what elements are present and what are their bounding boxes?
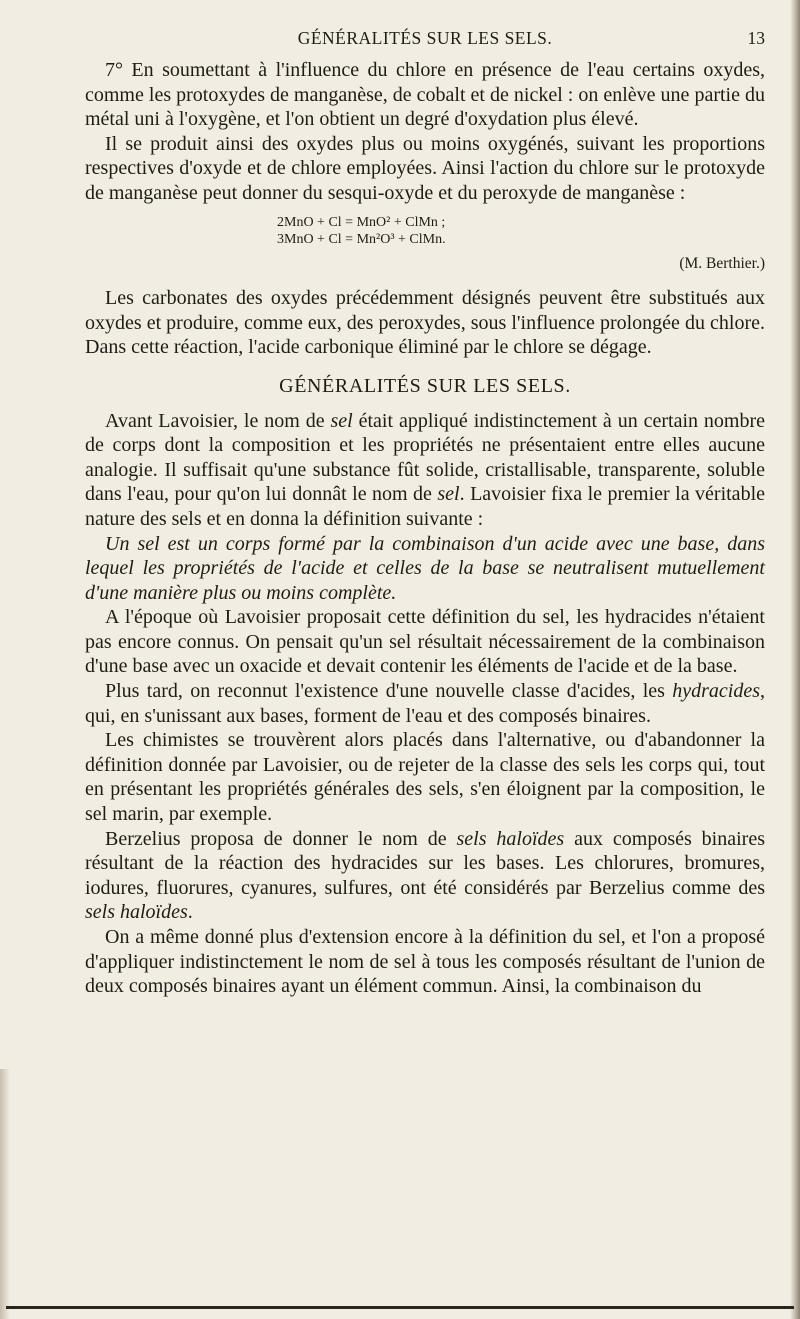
text-run: aux composés binaires résultant de la réaction des hydracides sur les bases. Les chlorures, bromures, iodures, fluorures, cyanures, sulfures, ont été considérés par Berzelius comme des <box>85 827 765 899</box>
page-edge-shadow-left <box>0 1069 10 1319</box>
text-run: , qui, en s'unissant aux bases, forment de l'eau et des composés binaires. <box>85 680 765 727</box>
formula: 3MnO + Cl = Mn²O³ + ClMn. <box>277 231 446 247</box>
page-edge-shadow <box>790 0 800 1319</box>
definition-italic: Un sel est un corps formé par la combinaison d'un acide avec une base, dans lequel les propriétés de l'acide et celles de la base se neutralisent mutuellement d'une manière plus ou moins complète. <box>85 532 765 604</box>
text-run: . Lavoisier fixa le premier la véritable nature des sels et en donna la définition suivante : <box>85 483 765 530</box>
page-number: 13 <box>747 28 765 48</box>
paragraph <box>85 827 765 925</box>
paragraph: Les chimistes se trouvèrent alors placés dans l'alternative, ou d'abandonner la définition donnée par Lavoisier, ou de rejeter de la classe des sels les corps qui, tout en présentant les propriétés générales des sels, s'en éloignent par la composition, le sel marin, par exemple. <box>85 729 765 826</box>
formula: 2MnO + Cl = MnO² + ClMn ; <box>277 214 446 230</box>
citation: (M. Berthier.) <box>679 254 765 272</box>
formula-block <box>277 214 765 248</box>
italic-term: sel <box>437 483 460 506</box>
text-run: Plus tard, on reconnut l'existence d'une nouvelle classe d'acides, les <box>105 680 673 703</box>
paragraph-7: 7° En soumettant à l'influence du chlore en présence de l'eau certains oxydes, comme les protoxydes de manganèse, de cobalt et de nickel : on enlève une partie du métal uni à l'oxygène, et l'on obtient un degré d'oxydation plus élevé. <box>85 59 765 131</box>
italic-term: sels haloïdes <box>456 827 565 850</box>
paragraph <box>85 409 765 532</box>
section-heading: GÉNÉRALITÉS SUR LES SELS. <box>279 374 571 397</box>
running-head <box>85 28 765 52</box>
italic-term: sel <box>330 409 353 432</box>
page-bottom-edge <box>6 1306 794 1309</box>
text-run: . <box>187 901 193 924</box>
paragraph: Il se produit ainsi des oxydes plus ou moins oxygénés, suivant les proportions respectives d'oxyde et de chlore employées. Ainsi l'action du chlore sur le protoxyde de manganèse peut donner du sesqui-oxyde et du peroxyde de manganèse : <box>85 132 765 204</box>
paragraph <box>85 679 765 728</box>
paragraph: On a même donné plus d'extension encore à la définition du sel, et l'on a proposé d'appliquer indistinctement le nom de sel à tous les composés résultant de l'union de deux composés binaires ayant un élément commun. Ainsi, la combinaison du <box>85 926 765 998</box>
italic-term: sels haloïdes <box>85 901 188 924</box>
paragraph: Les carbonates des oxydes précédemment désignés peuvent être substitués aux oxydes et produire, comme eux, des peroxydes, sous l'influence prolongée du chlore. Dans cette réaction, l'acide carbonique éliminé par le chlore se dégage. <box>85 287 765 359</box>
text-run: Avant Lavoisier, le nom de <box>105 409 331 432</box>
text-run: Berzelius proposa de donner le nom de <box>105 827 457 850</box>
paragraph: A l'époque où Lavoisier proposait cette définition du sel, les hydracides n'étaient pas encore connus. On pensait qu'un sel résultait nécessairement de la combinaison d'une base avec un oxacide et devait contenir les éléments de l'acide et de la base. <box>85 606 765 678</box>
italic-term: hydracides <box>672 680 760 703</box>
text-run: était appliqué indistinctement à un certain nombre de corps dont la composition et les propriétés ne présentaient entre elles aucune analogie. Il suffisait qu'une substance fût solide, cristallisable, transparente, soluble dans l'eau, pour qu'on lui donnât le nom de <box>85 409 765 506</box>
body-text <box>85 58 765 999</box>
running-head-title: GÉNÉRALITÉS SUR LES SELS. <box>297 28 553 48</box>
